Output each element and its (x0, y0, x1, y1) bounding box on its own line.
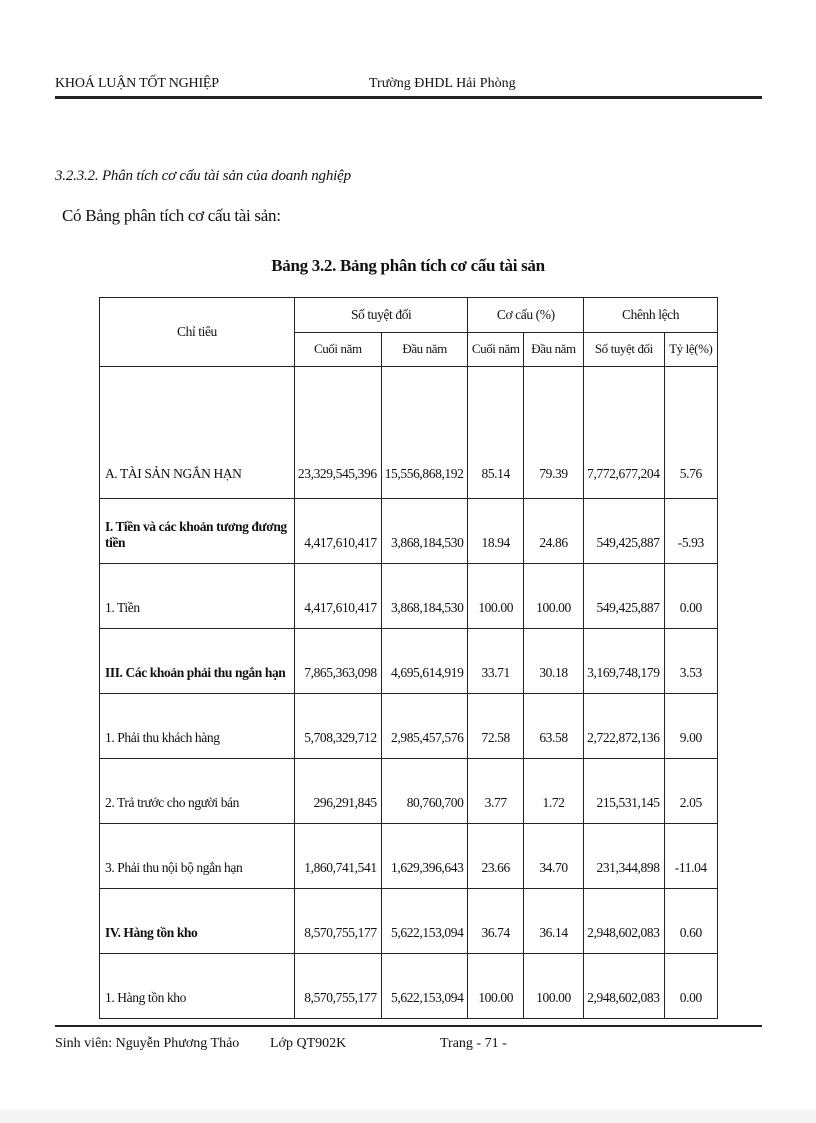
table-row (100, 499, 718, 564)
section-heading: 3.2.3.2. Phân tích cơ cấu tài sản của doanh nghiệp (55, 168, 351, 184)
cell-cuoi-nam: 8,570,755,177 (294, 889, 381, 954)
cell-cc-dau: 100.00 (523, 954, 583, 1019)
row-label: 1. Tiền (100, 564, 295, 629)
cell-cuoi-nam: 1,860,741,541 (294, 824, 381, 889)
cell-cc-cuoi: 85.14 (468, 367, 523, 499)
header-co-cau-dau-nam: Đầu năm (523, 332, 583, 367)
cell-dau-nam: 1,629,396,643 (381, 824, 468, 889)
cell-dau-nam: 80,760,700 (381, 759, 468, 824)
cell-dau-nam: 5,622,153,094 (381, 954, 468, 1019)
row-label: 2. Trả trước cho người bán (100, 759, 295, 824)
cell-cl-abs: 231,344,898 (584, 824, 664, 889)
cell-cl-abs: 2,948,602,083 (584, 954, 664, 1019)
header-chenh-lech: Chênh lệch (584, 298, 718, 333)
table-title: Bảng 3.2. Bảng phân tích cơ cấu tài sản (271, 256, 545, 275)
cell-dau-nam: 4,695,614,919 (381, 629, 468, 694)
header-cuoi-nam: Cuối năm (294, 332, 381, 367)
cell-dau-nam: 3,868,184,530 (381, 564, 468, 629)
cell-cl-abs: 549,425,887 (584, 564, 664, 629)
row-label: A. TÀI SẢN NGẮN HẠN (100, 367, 295, 499)
cell-cl-pct: 2.05 (664, 759, 717, 824)
cell-cuoi-nam: 4,417,610,417 (294, 499, 381, 564)
cell-cc-dau: 36.14 (523, 889, 583, 954)
row-label: III. Các khoản phải thu ngắn hạn (100, 629, 295, 694)
cell-cl-abs: 549,425,887 (584, 499, 664, 564)
cell-dau-nam: 5,622,153,094 (381, 889, 468, 954)
footer-divider (55, 1025, 762, 1027)
school-name: Trường ĐHDL Hải Phòng (369, 76, 516, 91)
cell-cc-cuoi: 100.00 (468, 954, 523, 1019)
footer-class: Lớp QT902K (270, 1036, 347, 1051)
cell-cl-pct: 9.00 (664, 694, 717, 759)
table-row (100, 759, 718, 824)
row-label: I. Tiền và các khoản tương đương tiền (100, 499, 295, 564)
cell-cuoi-nam: 23,329,545,396 (294, 367, 381, 499)
cell-cc-dau: 79.39 (523, 367, 583, 499)
cell-cc-dau: 24.86 (523, 499, 583, 564)
cell-cc-cuoi: 100.00 (468, 564, 523, 629)
cell-cc-cuoi: 23.66 (468, 824, 523, 889)
row-label: 1. Phải thu khách hàng (100, 694, 295, 759)
cell-cc-dau: 100.00 (523, 564, 583, 629)
cell-cuoi-nam: 296,291,845 (294, 759, 381, 824)
cell-cc-dau: 30.18 (523, 629, 583, 694)
table-row (100, 694, 718, 759)
page-header (55, 74, 762, 99)
header-cl-so-tuyet-doi: Số tuyệt đối (584, 332, 664, 367)
cell-cl-pct: -5.93 (664, 499, 717, 564)
cell-cuoi-nam: 5,708,329,712 (294, 694, 381, 759)
table-row (100, 824, 718, 889)
cell-cc-cuoi: 18.94 (468, 499, 523, 564)
asset-structure-table (99, 297, 718, 1019)
row-label: 1. Hàng tồn kho (100, 954, 295, 1019)
cell-cc-cuoi: 33.71 (468, 629, 523, 694)
cell-cl-pct: -11.04 (664, 824, 717, 889)
table-row (100, 564, 718, 629)
cell-cl-abs: 215,531,145 (584, 759, 664, 824)
page-bottom-band (0, 1110, 816, 1123)
footer-page-number: Trang - 71 - (440, 1036, 507, 1051)
table-row (100, 367, 718, 499)
cell-cc-cuoi: 3.77 (468, 759, 523, 824)
cell-cl-pct: 5.76 (664, 367, 717, 499)
header-so-tuyet-doi: Số tuyệt đối (294, 298, 468, 333)
cell-cuoi-nam: 7,865,363,098 (294, 629, 381, 694)
header-dau-nam: Đầu năm (381, 332, 468, 367)
table-row (100, 889, 718, 954)
cell-cc-dau: 1.72 (523, 759, 583, 824)
intro-text: Có Bảng phân tích cơ cấu tài sản: (62, 206, 281, 225)
cell-cc-dau: 34.70 (523, 824, 583, 889)
table-row (100, 954, 718, 1019)
cell-cl-pct: 0.60 (664, 889, 717, 954)
cell-cl-pct: 0.00 (664, 564, 717, 629)
cell-cc-cuoi: 36.74 (468, 889, 523, 954)
header-chi-tieu: Chỉ tiêu (100, 298, 295, 367)
cell-dau-nam: 2,985,457,576 (381, 694, 468, 759)
header-co-cau-cuoi-nam: Cuối năm (468, 332, 523, 367)
cell-cl-abs: 2,948,602,083 (584, 889, 664, 954)
cell-cl-pct: 0.00 (664, 954, 717, 1019)
cell-cl-pct: 3.53 (664, 629, 717, 694)
cell-cuoi-nam: 8,570,755,177 (294, 954, 381, 1019)
table-row (100, 629, 718, 694)
header-cl-ty-le: Tỷ lệ(%) (664, 332, 717, 367)
cell-cuoi-nam: 4,417,610,417 (294, 564, 381, 629)
cell-cl-abs: 3,169,748,179 (584, 629, 664, 694)
cell-cl-abs: 2,722,872,136 (584, 694, 664, 759)
cell-dau-nam: 15,556,868,192 (381, 367, 468, 499)
footer-student: Sinh viên: Nguyễn Phương Thảo (55, 1036, 240, 1051)
cell-cl-abs: 7,772,677,204 (584, 367, 664, 499)
header-co-cau: Cơ cấu (%) (468, 298, 584, 333)
row-label: IV. Hàng tồn kho (100, 889, 295, 954)
thesis-label: KHOÁ LUẬN TỐT NGHIỆP (55, 76, 219, 91)
cell-cc-dau: 63.58 (523, 694, 583, 759)
cell-dau-nam: 3,868,184,530 (381, 499, 468, 564)
cell-cc-cuoi: 72.58 (468, 694, 523, 759)
row-label: 3. Phải thu nội bộ ngắn hạn (100, 824, 295, 889)
